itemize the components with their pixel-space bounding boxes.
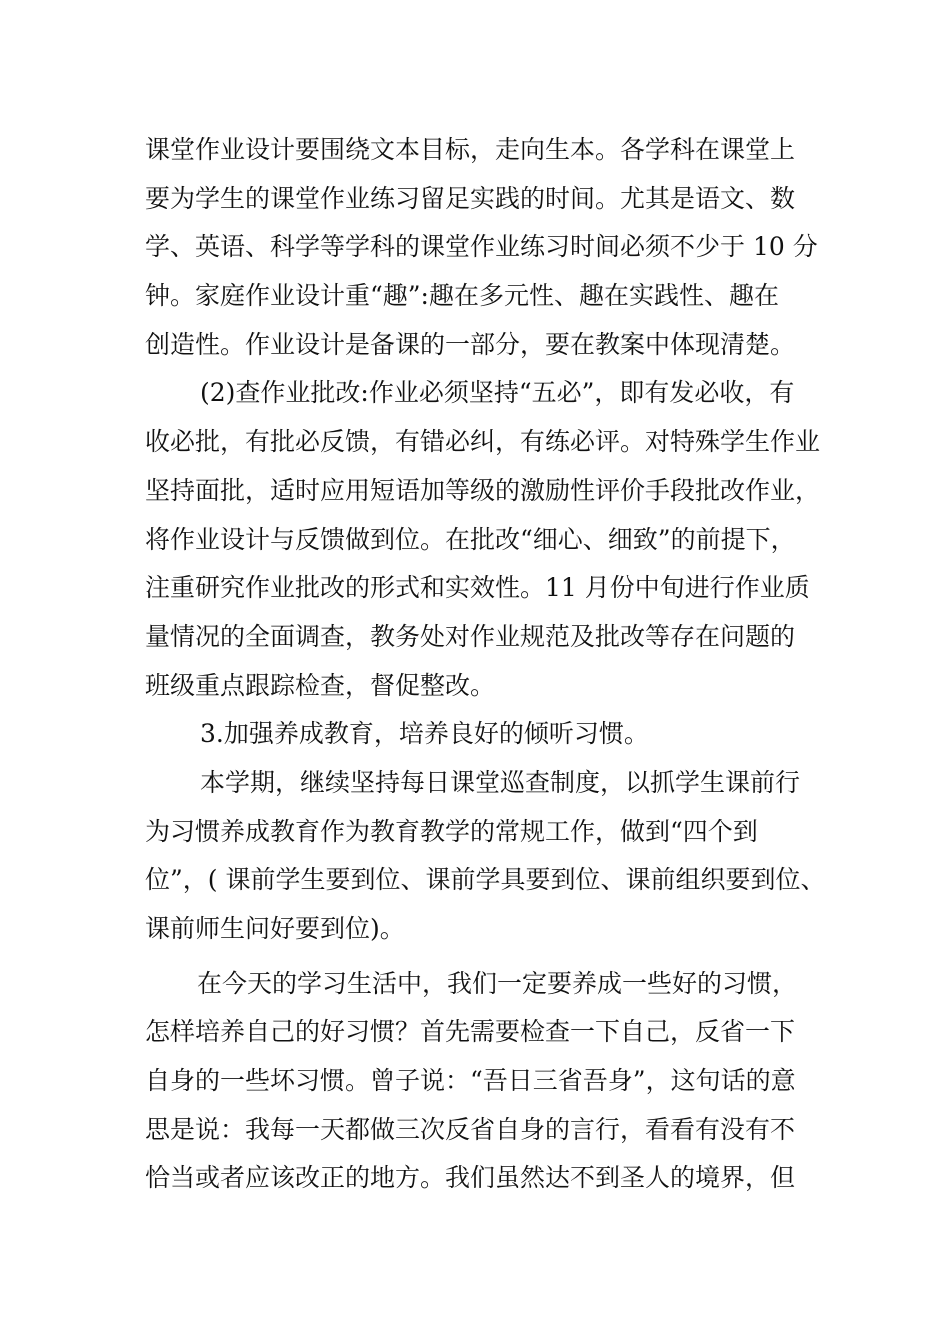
paragraph-5-line-2: 怎样培养自己的好习惯？首先需要检查一下自己，反省一下 [145, 1017, 796, 1047]
paragraph-5-line-3: 自身的一些坏习惯。曾子说：“吾日三省吾身”，这句话的意 [145, 1066, 796, 1096]
section-heading-3: 3.加强养成教育，培养良好的倾听习惯。 [200, 719, 649, 749]
paragraph-1-line-1: 课堂作业设计要围绕文本目标，走向生本。各学科在课堂上 [145, 135, 796, 164]
paragraph-1-line-5: 创造性。作业设计是备课的一部分，要在教案中体现清楚。 [145, 329, 796, 359]
paragraph-4-line-4: 课前师生问好要到位)。 [145, 914, 405, 943]
paragraph-1-line-2: 要为学生的课堂作业练习留足实践的时间。尤其是语文、数 [145, 183, 796, 213]
paragraph-2-line-2: 收必批，有批必反馈，有错必纠，有练必评。对特殊学生作业 [145, 427, 821, 457]
paragraph-2-line-1: (2)查作业批改:作业必须坚持“五必”，即有发必收，有 [200, 378, 795, 408]
paragraph-4-line-2: 为习惯养成教育作为教育教学的常规工作，做到“四个到 [145, 816, 758, 846]
paragraph-4-line-3: 位”，( 课前学生要到位、课前学具要到位、课前组织要到位、 [145, 865, 826, 895]
paragraph-2-line-3: 坚持面批，适时应用短语加等级的激励性评价手段批改作业， [145, 475, 821, 505]
paragraph-2-line-7: 班级重点跟踪检查，督促整改。 [145, 670, 496, 700]
paragraph-5-line-5: 恰当或者应该改正的地方。我们虽然达不到圣人的境界，但 [145, 1163, 796, 1193]
document-body [145, 126, 826, 1203]
paragraph-4-line-1: 本学期，继续坚持每日课堂巡查制度，以抓学生课前行 [200, 767, 801, 797]
paragraph-5-line-4: 思是说：我每一天都做三次反省自身的言行，看看有没有不 [145, 1114, 796, 1144]
paragraph-5-line-1: 在今天的学习生活中，我们一定要养成一些好的习惯， [197, 968, 798, 998]
paragraph-1-line-3: 学、英语、科学等学科的课堂作业练习时间必须不少于 10 分 [145, 232, 818, 262]
paragraph-2-line-5: 注重研究作业批改的形式和实效性。11 月份中旬进行作业质 [145, 573, 810, 603]
paragraph-1-line-4: 钟。家庭作业设计重“趣”:趣在多元性、趣在实践性、趣在 [145, 281, 779, 311]
paragraph-2-line-6: 量情况的全面调查，教务处对作业规范及批改等存在问题的 [145, 621, 796, 651]
paragraph-2-line-4: 将作业设计与反馈做到位。在批改“细心、细致”的前提下， [145, 524, 796, 554]
